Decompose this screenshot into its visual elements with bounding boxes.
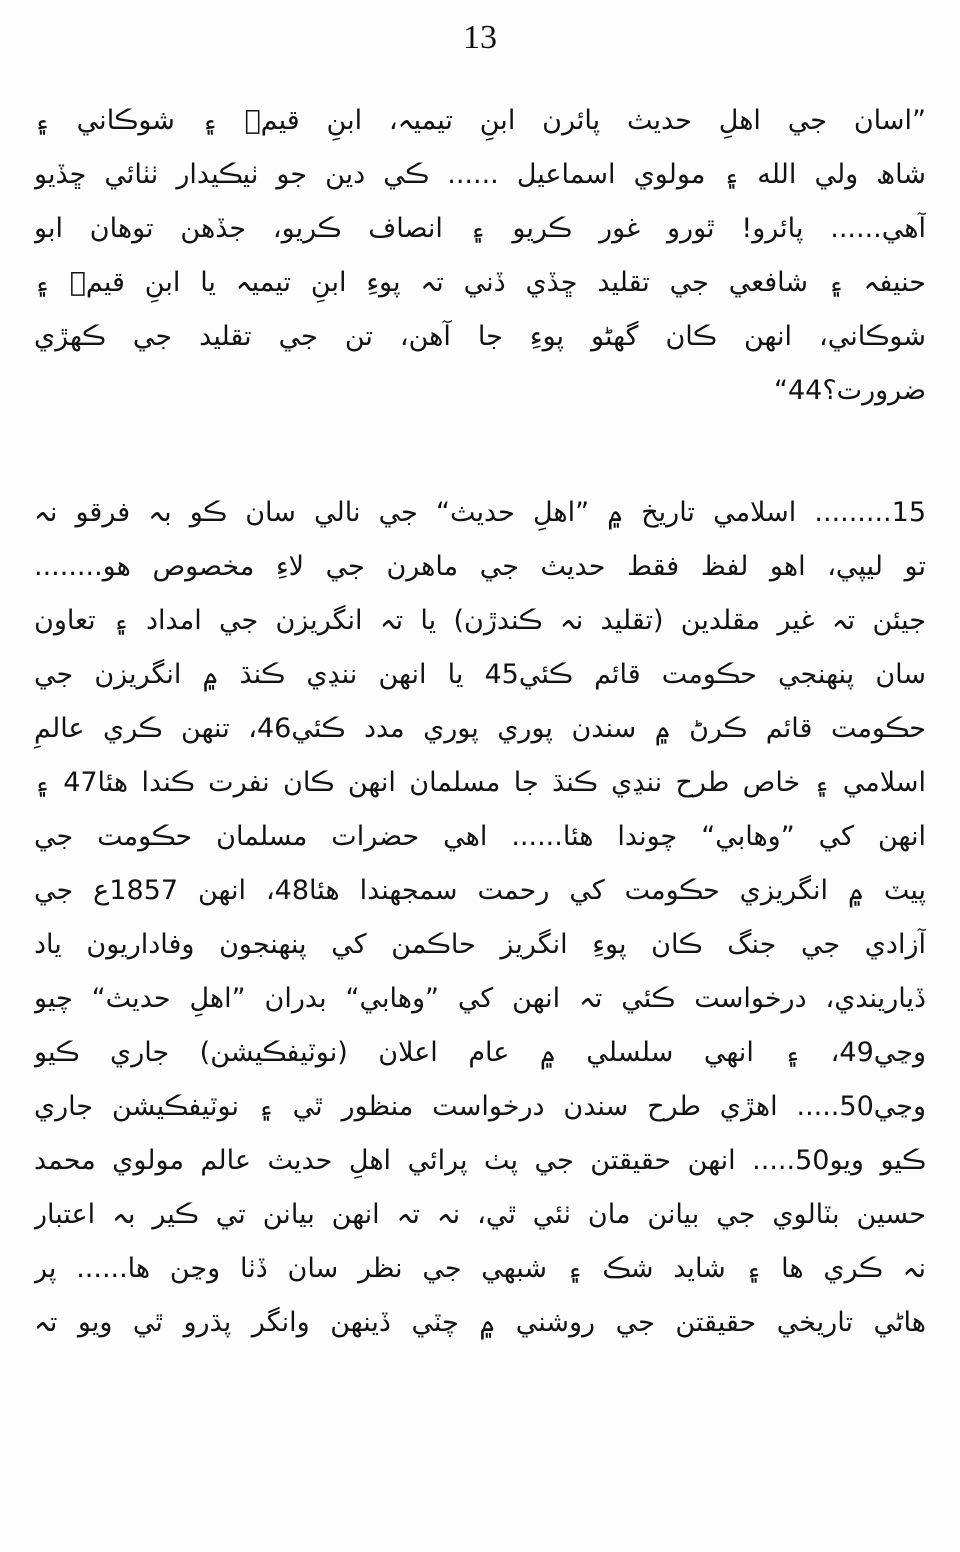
- paragraph-line: پيٽ ۾ انگريزي حڪومت کي رحمت سمجهندا هئا48، انهن 1857ع جي: [34, 875, 926, 906]
- paragraph-line: حڪومت قائم ڪرڻ ۾ سندن پوري پوري مدد ڪئي46، تنهن ڪري عالمِ: [34, 713, 926, 744]
- quote-line: ”اسان جي اهلِ حديث پائرن ابنِ تيميہ، ابنِ قيمؒ ۽ شوڪاني ۽: [34, 105, 926, 136]
- paragraph-15: [34, 486, 926, 1350]
- quote-line: آهي...... پائرو! ٿورو غور ڪريو ۽ انصاف ڪريو، جڏهن توهان ابو: [34, 213, 926, 244]
- paragraph-line: وڃي49، ۽ انهي سلسلي ۾ عام اعلان (نوٽيفڪيشن) جاري ڪيو: [34, 1037, 926, 1068]
- paragraph-line: وڃي50..... اهڙي طرح سندن درخواست منظور ٿي ۽ نوٽيفڪيشن جاري: [34, 1091, 926, 1122]
- paragraph-line: سان پنهنجي حڪومت قائم ڪئي45 يا انهن ننڍي ڪنڌ ۾ انگريزن جي: [34, 659, 926, 690]
- quote-line: ضرورت؟44“: [773, 375, 926, 406]
- paragraph-line: جيئن تہ غير مقلدين (تقليد نہ ڪندڙن) يا تہ انگريزن جي امداد ۽ تعاون: [34, 605, 926, 636]
- quote-line: شوڪاني، انهن ڪان گهڻو پوءِ جا آهن، تن جي تقليد جي ڪهڙي: [34, 321, 926, 352]
- paragraph-line: هاڻي تاريخي حقيقتن جي روشني ۾ چٽي ڏينهن وانگر پڌرو ٿي ويو تہ: [34, 1307, 926, 1338]
- page-number: 13: [463, 19, 497, 56]
- paragraph-line: 15......... اسلامي تاريخ ۾ ”اهلِ حديث“ جي نالي سان ڪو بہ فرقو نہ: [34, 497, 926, 528]
- paragraph-line: ڏياريندي، درخواست ڪئي تہ انهن کي ”وهابي“ بدران ”اهلِ حديث“ چيو: [34, 983, 926, 1014]
- quote-line: شاھ ولي الله ۽ مولوي اسماعيل ...... ڪي دين جو ٺيڪيدار ٺٺائي ڇڏيو: [34, 159, 926, 190]
- paragraph-line: اسلامي ۽ خاص طرح ننڍي ڪنڌ جا مسلمان انهن ڪان نفرت ڪندا هئا47 ۽: [34, 767, 926, 798]
- paragraph-line: انهن کي ”وهابي“ چوندا هئا...... اهي حضرات مسلمان حڪومت جي: [34, 821, 926, 852]
- paragraph-line: نہ ڪري ها ۽ شايد شڪ ۽ شبهي جي نظر سان ڏٺا وڃن ها...... پر: [34, 1253, 926, 1284]
- paragraph-line: ڪيو ويو50..... انهن حقيقتن جي پٺ پرائي اهلِ حديث عالم مولوي محمد: [34, 1145, 926, 1176]
- paragraph-line: حسين بٽالوي جي بيانن مان ٺئي ٿي، نہ تہ انهن بيانن تي ڪير بہ اعتبار: [34, 1199, 926, 1230]
- quotation-block: [34, 94, 926, 434]
- paragraph-line: آزادي جي جنگ ڪان پوءِ انگريز حاڪمن کي پنهنجون وفاداريون ياد: [34, 929, 926, 960]
- paragraph-line: تو ليپي، اهو لفظ فقط حديث جي ماهرن جي لاءِ مخصوص هو........: [34, 551, 926, 582]
- quote-line: حنيفہ ۽ شافعي جي تقليد ڇڏي ڏني تہ پوءِ ابنِ تيميہ يا ابنِ قيمؒ ۽: [34, 267, 926, 298]
